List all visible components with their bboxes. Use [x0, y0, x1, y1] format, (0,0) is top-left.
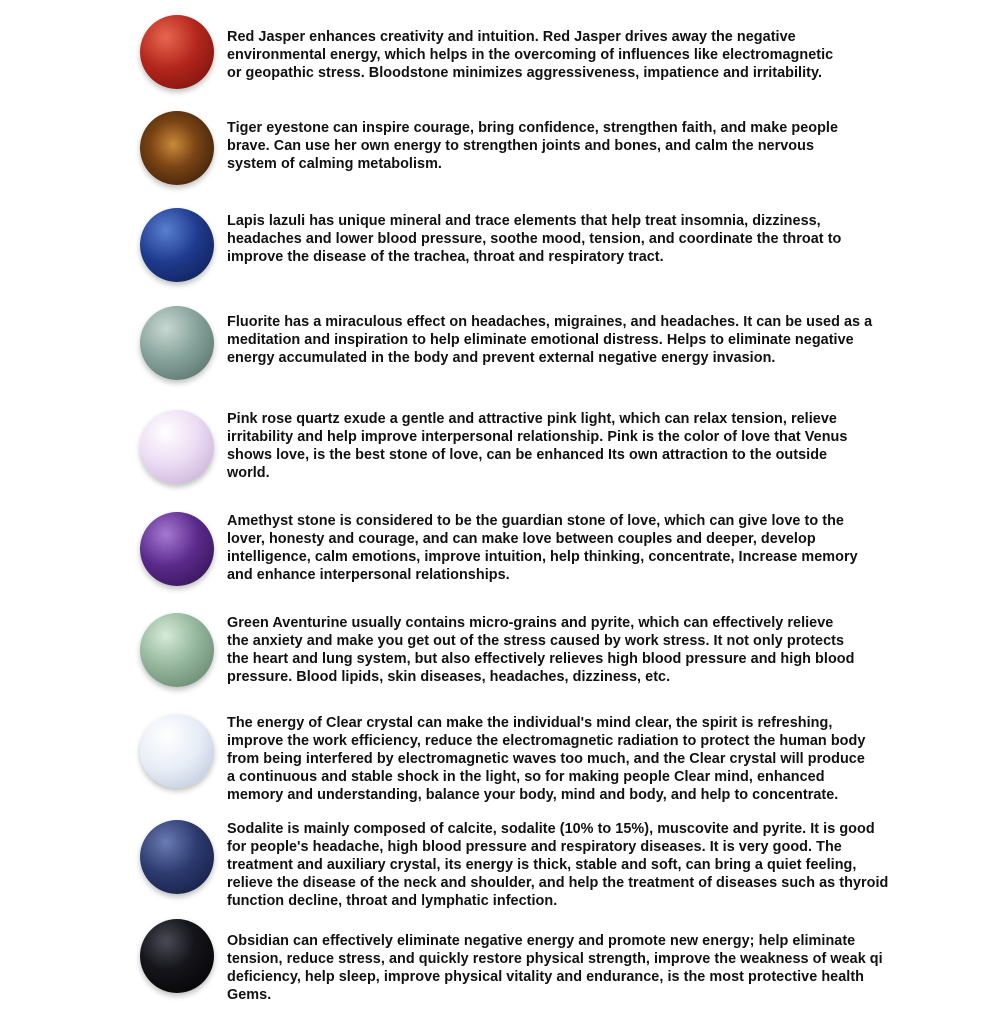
fluorite-stone-image — [140, 306, 214, 380]
obsidian-stone-image — [140, 919, 214, 993]
tiger-eye-stone-image — [140, 111, 214, 185]
lapis-lazuli-description: Lapis lazuli has unique mineral and trace elements that help treat insomnia, dizziness, headaches and lower blood pressure, soothe mood, tension, and coordinate the throat to improve the disease of the trachea, throat and respiratory tract. — [227, 213, 842, 265]
lapis-lazuli-stone-image — [140, 208, 214, 282]
green-aventurine-stone-image — [140, 613, 214, 687]
obsidian-description: Obsidian can effectively eliminate negative energy and promote new energy; help eliminate tension, reduce stress, and quickly restore physical strength, improve the weakness of weak qi deficiency, help sleep, improve physical vitality and endurance, is the most protective health Gems. — [227, 933, 883, 1003]
sodalite-description: Sodalite is mainly composed of calcite, sodalite (10% to 15%), muscovite and pyrite. It is good for people's headache, high blood pressure and respiratory diseases. It is very good. The treatment and auxiliary crystal, its energy is thick, stable and soft, can bring a quiet feeling, relieve the disease of the neck and shoulder, and help the treatment of diseases such as thyroid function decline, throat and lymphatic infection. — [227, 821, 889, 909]
pink-rose-quartz-description: Pink rose quartz exude a gentle and attractive pink light, which can relax tension, relieve irritability and help improve interpersonal relationship. Pink is the color of love that Venus shows love, is the best stone of love, can be enhanced Its own attraction to the outside world. — [227, 411, 848, 481]
clear-crystal-stone-image — [140, 714, 214, 788]
sodalite-stone-image — [140, 820, 214, 894]
amethyst-stone-image — [140, 512, 214, 586]
green-aventurine-description: Green Aventurine usually contains micro-grains and pyrite, which can effectively relieve the anxiety and make you get out of the stress caused by work stress. It not only protects the heart and lung system, but also effectively relieves high blood pressure and high blood pressure. Blood lipids, skin diseases, headaches, dizziness, etc. — [227, 615, 855, 685]
fluorite-description: Fluorite has a miraculous effect on headaches, migraines, and headaches. It can be used as a meditation and inspiration to help eliminate emotional distress. Helps to eliminate negative energy accumulated in the body and prevent external negative energy invasion. — [227, 314, 873, 366]
pink-rose-quartz-stone-image — [140, 410, 214, 484]
amethyst-description: Amethyst stone is considered to be the guardian stone of love, which can give love to the lover, honesty and courage, and can make love between couples and deeper, develop intelligence, calm emotions, improve intuition, help thinking, concentrate, Increase memory and enhance interpersonal relationships. — [227, 513, 858, 583]
clear-crystal-description: The energy of Clear crystal can make the individual's mind clear, the spirit is refreshing, improve the work efficiency, reduce the electromagnetic radiation to protect the human body from being interfered by electromagnetic waves too much, and the Clear crystal will produce a continuous and stable shock in the light, so for making people Clear mind, enhanced memory and understanding, balance your body, mind and body, and help to concentrate. — [227, 715, 866, 803]
red-jasper-description: Red Jasper enhances creativity and intuition. Red Jasper drives away the negative environmental energy, which helps in the overcoming of influences like electromagnetic or geopathic stress. Bloodstone minimizes aggressiveness, impatience and irritability. — [227, 29, 834, 81]
red-jasper-stone-image — [140, 15, 214, 89]
tiger-eye-description: Tiger eyestone can inspire courage, bring confidence, strengthen faith, and make people brave. Can use her own energy to strengthen joints and bones, and calm the nervous system of calming metabolism. — [227, 120, 839, 172]
